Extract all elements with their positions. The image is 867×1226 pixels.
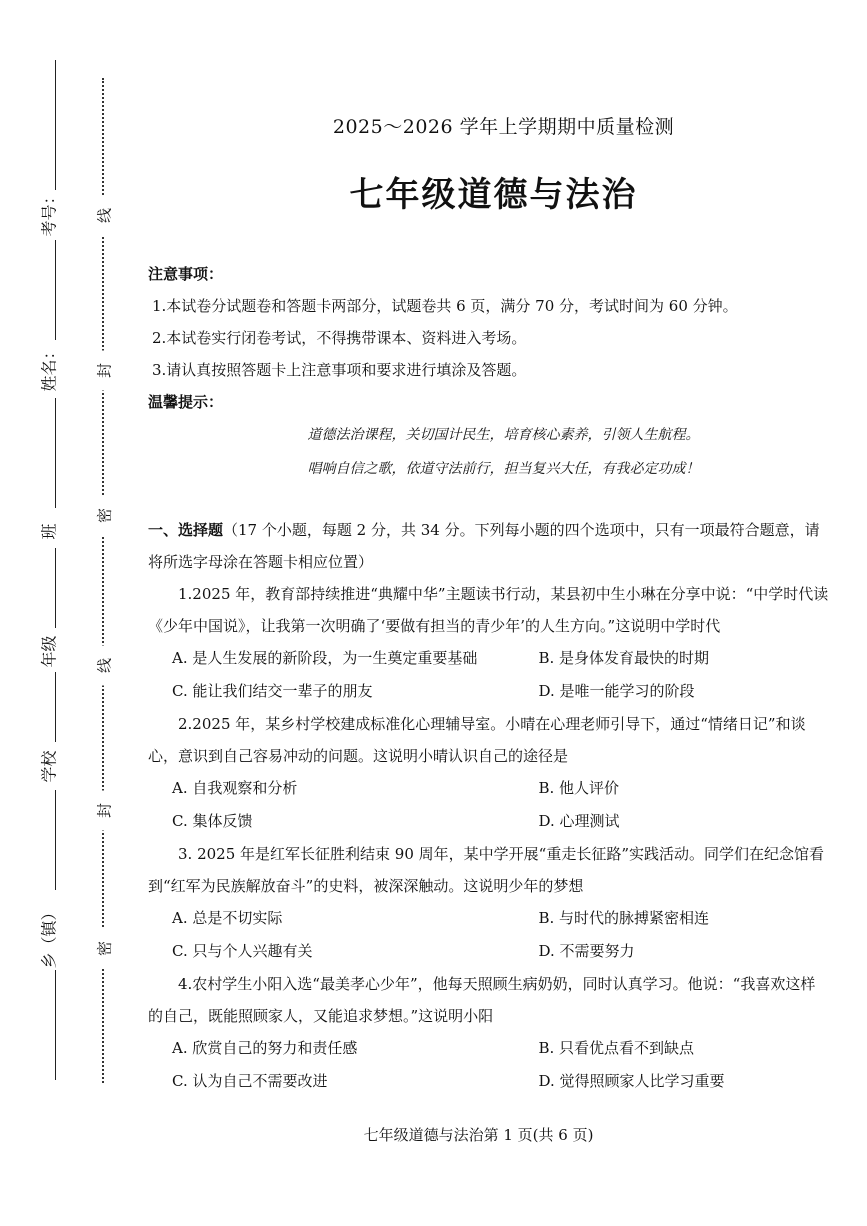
option-a: A. 总是不切实际 (172, 909, 283, 927)
field-line (55, 790, 56, 890)
seal-mark: 密 (94, 929, 115, 969)
seal-mark: 封 (94, 351, 115, 391)
school-label: 学校 (39, 750, 59, 783)
exam-content (148, 258, 829, 1098)
option-d: D. 心理测试 (538, 812, 620, 830)
page-footer: 七年级道德与法治第 1 页(共 6 页) (363, 1126, 594, 1144)
question (148, 708, 829, 838)
option-c: C. 集体反馈 (172, 812, 253, 830)
option-c: C. 能让我们结交一辈子的朋友 (172, 682, 373, 700)
section-text: （17 个小题，每题 2 分，共 34 分。下列每小题的四个选项中，只有一项最符合题意，请将所选字母涂在答题卡相应位置） (148, 521, 820, 571)
option-a: A. 欣赏自己的努力和责任感 (172, 1039, 358, 1057)
seal-mark: 线 (94, 646, 115, 686)
class-label: 班 (39, 523, 59, 540)
option-b: B. 与时代的脉搏紧密相连 (538, 909, 710, 927)
option-b: B. 只看优点看不到缺点 (538, 1039, 695, 1057)
binding-margin (0, 0, 120, 1226)
option-b: B. 他人评价 (538, 779, 620, 797)
exam-header (120, 112, 867, 216)
option-c: C. 认为自己不需要改进 (172, 1072, 328, 1090)
note-item: 2.本试卷实行闭卷考试，不得携带课本、资料进入考场。 (152, 329, 527, 347)
notes-heading: 注意事项： (148, 265, 224, 283)
town-label: 乡（镇） (39, 904, 59, 969)
grade-label: 年级 (39, 635, 59, 668)
seal-mark: 密 (94, 496, 115, 536)
field-line (55, 60, 56, 190)
question (148, 968, 829, 1098)
note-item: 3.请认真按照答题卡上注意事项和要求进行填涂及答题。 (152, 361, 527, 379)
question-options (148, 1032, 829, 1098)
seal-mark: 线 (94, 196, 115, 236)
option-d: D. 觉得照顾家人比学习重要 (538, 1072, 725, 1090)
question-stem: 4.农村学生小阳入选“最美孝心少年”，他每天照顾生病奶奶，同时认真学习。他说：“我喜欢这样的自己，既能照顾家人，又能追求梦想。”这说明小阳 (148, 975, 816, 1025)
option-a: A. 自我观察和分析 (172, 779, 298, 797)
question-options (148, 902, 829, 968)
field-line (55, 970, 56, 1080)
tip-line: 道德法治课程，关切国计民生，培育核心素养，引领人生航程。 (307, 427, 700, 443)
option-b: B. 是身体发育最快的时期 (538, 649, 710, 667)
name-label: 姓名： (39, 343, 59, 392)
field-line (55, 240, 56, 340)
exam-title: 七年级道德与法治 (349, 175, 638, 215)
tip-line: 唱响自信之歌，依道守法前行，担当复兴大任，有我必定功成！ (307, 461, 700, 477)
question-stem: 2.2025 年，某乡村学校建成标准化心理辅导室。小晴在心理老师引导下，通过“情绪日记”和谈心，意识到自己容易冲动的问题。这说明小晴认识自己的途径是 (148, 715, 806, 765)
question (148, 838, 829, 968)
note-item: 1.本试卷分试题卷和答题卡两部分，试题卷共 6 页，满分 70 分，考试时间为 60 分钟。 (152, 297, 738, 315)
field-line (55, 398, 56, 508)
question (148, 578, 829, 708)
question-options (148, 772, 829, 838)
question-stem: 3. 2025 年是红军长征胜利结束 90 周年，某中学开展“重走长征路”实践活动。同学们在纪念馆看到“红军为民族解放奋斗”的史料，被深深触动。这说明少年的梦想 (148, 845, 824, 895)
question-options (148, 642, 829, 708)
option-a: A. 是人生发展的新阶段，为一生奠定重要基础 (172, 649, 478, 667)
question-stem: 1.2025 年，教育部持续推进“典耀中华”主题读书行动，某县初中生小琳在分享中说：“中学时代读《少年中国说》，让我第一次明确了‘要做有担当的青少年’的人生方向。”这说明中学时代 (148, 585, 829, 635)
option-c: C. 只与个人兴趣有关 (172, 942, 313, 960)
exam-number-label: 考号： (39, 188, 59, 237)
section-label: 一、选择题 (148, 521, 224, 539)
option-d: D. 是唯一能学习的阶段 (538, 682, 695, 700)
field-line (55, 672, 56, 742)
option-d: D. 不需要努力 (538, 942, 635, 960)
tips-heading: 温馨提示： (148, 393, 224, 411)
field-line (55, 548, 56, 628)
seal-mark: 封 (94, 791, 115, 831)
section-instructions (148, 514, 829, 578)
exam-subtitle: 2025～2026 学年上学期期中质量检测 (332, 116, 675, 138)
